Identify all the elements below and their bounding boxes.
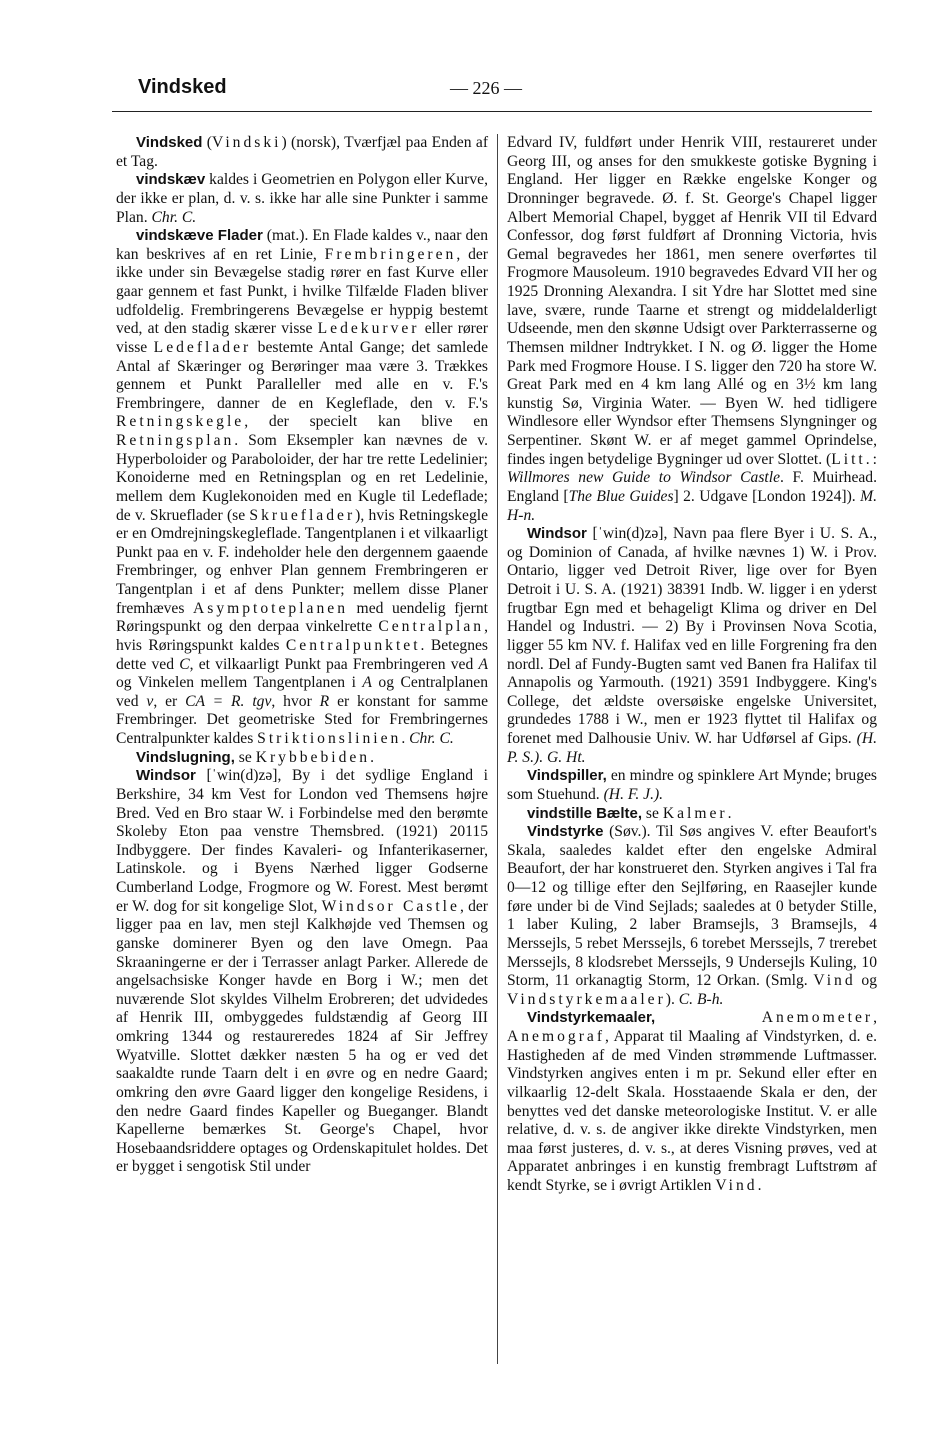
spaced-term: Anemograf xyxy=(507,1028,606,1045)
spaced-term: Vindstyrkemaaler xyxy=(507,990,666,1008)
entry-text: . xyxy=(727,804,732,822)
spaced-term: Ledekurver xyxy=(317,320,420,338)
entry-text: er konstant for samme Frembringer. Det geometriske Sted for Frembringernes Centralpunkter kaldes xyxy=(116,692,489,747)
entry-vindspiller xyxy=(507,767,877,804)
italic-term: C xyxy=(179,655,190,673)
entry-text: , et vilkaarligt Punkt paa Frembringeren ved xyxy=(189,655,479,673)
entry-text: eller rører visse xyxy=(116,320,488,356)
entry-vindskaeve-flader xyxy=(116,227,488,749)
headword: vindskæve Flader xyxy=(136,227,263,245)
spaced-term: Vindski xyxy=(212,134,282,151)
column-divider xyxy=(497,134,498,1364)
entry-text: ), hvis Retningskegle er en Omdrejningskegleflade. Tangentplanen i et vilkaarligt Punkt paa en v. F. indeholder hele den dergennem gaaende Frembringer, og enhver Plan gennem Frembringeren er Tangentplan i et af dens Punkter; mellem disse Planer fremhæves xyxy=(116,506,488,617)
entry-windsor-america xyxy=(507,525,877,767)
entry-text: (mat.). En Flade kaldes v., naar den kan beskrives af en ret Linie, xyxy=(116,227,488,263)
spaced-term: Krybbebiden xyxy=(255,748,371,766)
headword: Vindsked xyxy=(136,134,203,151)
entry-text: , xyxy=(873,1009,877,1027)
entry-text: , der ligger paa en lav, men stejl Kalkhøjde ved Themsen og ganske dominerer Byen og den lave Omegn. Paa Skraaningerne er der i Terrasser anlagt Parker. Allerede de angelsachsiske Konger havde en Borg i W.; men det nuværende Slot skyldes Vilhelm Erobreren; det udvidedes af Henrik III, ombyggedes fuldstændig af Georg III omkring 1344 og restaureredes 1824 af Sir Jeffrey Wyatville. Slottet dækker næsten 5 ha og er ved det saakaldte runde Taarn delt i en øvre og en nedre Gaard; omkring den øvre Gaard ligger den kongelige Residens, i den nedre Gaard findes Kapeller og Bueganger. Blandt Kapellerne bemærkes St. George's Chapel, hvor Hosebaandsriddere optages og Ordenskapitulet holdes. Det er bygget i sengotisk Stil under xyxy=(116,897,488,1176)
page-number: — 226 — xyxy=(450,78,522,98)
headword: Vindspiller, xyxy=(527,767,607,785)
headword: Vindstyrkemaaler, xyxy=(527,1009,656,1027)
entry-windsor-england xyxy=(116,767,488,1177)
spaced-term: Kalmer xyxy=(662,804,728,822)
spaced-term: Ledeflader xyxy=(153,338,252,356)
spaced-term: Centralplan xyxy=(378,618,485,636)
entry-text: . xyxy=(370,748,375,766)
entry-text: . xyxy=(401,730,410,747)
spaced-term: Anemometer xyxy=(761,1009,874,1027)
author-signature: (H. P. S.). G. Ht. xyxy=(507,730,877,766)
entry-text: kaldes i Geometrien en Polygon eller Kurve, der ikke er plan, d. v. s. ikke har alle sine Punkter i samme Plan. xyxy=(116,171,488,226)
spaced-term: Retningsplan xyxy=(116,432,235,449)
entry-vindstille-baelte xyxy=(507,805,877,824)
page-header xyxy=(138,76,866,110)
headword: vindstille Bælte, xyxy=(527,804,643,822)
entry-text: bestemte Antal Gange; det samlede Antal af Skæringer og Berøringer maa være 3. Trækkes gennem et Punkt Paralleller med alle en v. F.'s Frembringere, danner de en Kegleflade, den v. F.'s xyxy=(116,338,488,412)
header-rule xyxy=(112,111,872,112)
entry-text: ( xyxy=(202,134,213,151)
entry-vindskaev xyxy=(116,171,488,227)
entry-text: : xyxy=(872,450,877,468)
entry-text: og xyxy=(855,972,877,990)
entry-text: ). xyxy=(665,990,679,1008)
entry-text: se xyxy=(234,748,256,766)
entry-vindsked xyxy=(116,134,488,171)
headword: Windsor xyxy=(527,525,587,543)
spaced-term: Asymptoteplanen xyxy=(192,599,348,617)
spaced-term: Frembringeren xyxy=(324,245,457,263)
entry-text: se xyxy=(642,804,663,822)
entry-text: . Som Eksempler kan nævnes de v. Hyperboloider og Paraboloider, der har tre rette Ledelinier; Konoiderne med en Retningsplan og en ret Ledelinie, mellem dem Kuglekonoiden med en Kugle til Ledeflade; de v. Skrueflader (se xyxy=(116,432,488,524)
entry-text: , der specielt kan blive en xyxy=(244,413,488,431)
entry-windsor-continued xyxy=(507,134,877,525)
entry-text: ] 2. Udgave [London 1924]). xyxy=(673,487,861,505)
italic-title: Willmores new Guide to Windsor Castle xyxy=(507,469,780,487)
spaced-term: Litt. xyxy=(831,450,873,468)
left-column xyxy=(116,134,488,1177)
entry-vindslugning xyxy=(116,749,488,768)
entry-text: . xyxy=(757,1177,762,1194)
entry-text: , hvor xyxy=(271,692,320,710)
italic-term: v xyxy=(146,692,154,710)
spaced-term: Vind xyxy=(715,1177,758,1194)
headword: Windsor xyxy=(136,767,196,785)
entry-vindstyrkemaaler xyxy=(507,1009,877,1195)
headword: Vindstyrke xyxy=(527,823,604,841)
entry-text: . Betegnes dette ved xyxy=(116,636,488,673)
entry-text: en mindre og spinklere Art Mynde; bruges som Stuehund. xyxy=(507,767,877,803)
entry-text: Edvard IV, fuldført under Henrik VIII, restaureret under Georg III, og anses for den smukkeste gotiske Bygning i England. Her ligger en Række engelske Konger og Dronninger begravede. Ø. f. St. George's Chapel ligger Albert Memorial Chapel, bygget af Henrik VII til Edvard Confessor, dog først fuldført af Dronning Victoria, hvis Gemal begravedes her 1861, men senere overførtes til Frogmore Mausoleum. 1910 begravedes Edvard VII her og 1925 Dronning Alexandra. I sit Ydre har Slottet med sine lave, svære, runde Taarne et strengt og middelalderligt Udseende, men den skønne Udsigt over Parkterrasserne og Themsen mildner Indtrykket. I N. og Ø. ligger the Home Park med Frogmore House. I S. ligger den 720 ha store W. Great Park med en 4 km lang Allé og en 3½ km lang kunstig Sø, Virginia Water. — Byen W. hed tidligere Windlesore eller Wyndsor efter Themsens Slyngninger og Serpentiner. Skønt W. er af meget gammel Oprindelse, findes ingen betydelige Bygninger ud over Slottet. ( xyxy=(507,134,877,468)
spaced-term: Vind xyxy=(813,972,856,990)
italic-title: The Blue Guides xyxy=(568,487,674,505)
author-signature: (H. F. J.). xyxy=(603,785,664,803)
entry-text: . F. Muirhead. England [ xyxy=(507,469,877,505)
entry-text: og Centralplanen ved xyxy=(116,674,488,710)
headword: vindskæv xyxy=(136,171,206,189)
entry-text: [ˈwin(d)zə], Navn paa flere Byer i U. S. A., og Dominion of Canada, af hvilke nævnes 1) W. i Prov. Ontario, ligger ved Detroit River, lige over for Byen Detroit i U. S. A. (1921) 38391 Indb. W. ligger i en yderst frugtbar Egn med et behageligt Klima og driver en Del Handel og Industri. — 2) By i Provinsen Nova Scotia, ligger 55 km NV. f. Halifax ved en lille Forgrening fra den nordl. Del af Fundy-Bugten samt ved Banen fra Halifax til Annapolis og Yarmouth. (1921) 3591 Indbyggere. King's College, det ældste oversøiske engelske Universitet, grundedes 1788 i W., men er 1923 flyttet til Halifax og forenet med Dalhousie Univ. W. har Udførsel af Gips. xyxy=(507,525,877,747)
entry-text: (Søv.). Til Søs angives V. efter Beaufort's Skala, saaledes kaldet efter den engelske Admiral Beaufort, der har konstrueret den. Styrken angives i Tal fra 0—12 og tillige efter den Sejlføring, en Raasejler kunde føre under bi de Vind Sejlads; saaledes at 0 betyder Stille, 1 laber Kuling, 2 laber Bramsejls, 3 Bramsejls, 4 Merssejls, 5 rebet Merssejls, 6 torebet Merssejls, 7 trerebet Merssejls, 8 klodsrebet Merssejls, 9 Undersejls Kuling, 10 Storm, 11 orkanagtig Storm, 12 Orkan. (Smlg. xyxy=(507,823,877,990)
author-signature: Chr. C. xyxy=(409,730,454,747)
entry-text: ) (norsk), Tværfjæl paa Enden af et Tag. xyxy=(116,134,489,170)
entry-text: , hvis Røringspunkt kaldes xyxy=(116,618,488,654)
spaced-term: Retningskegle xyxy=(116,413,245,431)
italic-term: R xyxy=(319,692,330,710)
italic-term: A xyxy=(478,655,488,673)
spaced-term: Windsor Castle xyxy=(321,897,460,915)
author-signature: M. H-n. xyxy=(507,487,877,524)
entry-text: og Vinkelen mellem Tangentplanen i xyxy=(116,674,363,692)
spaced-term: Striktionslinien xyxy=(257,730,402,747)
italic-term: A xyxy=(362,674,372,692)
entry-text: [ˈwin(d)zə], By i det sydlige England i Berkshire, 34 km Vest for London ved Themsens højre Bred. Ved en Bro staar W. i Forbindelse med den berømte Skoleby Eton paa venstre Themsbred. (1921) 20115 Indbyggere. Der findes Kavaleri- og Infanterikaserner, Latinskole. og i Byens Nærhed ligger Godserne Cumberland Lodge, Frogmore og W. Forest. Mest berømt er W. dog for sit kongelige Slot, xyxy=(116,767,488,915)
running-head: Vindsked xyxy=(138,76,227,98)
headword: Vindslugning, xyxy=(136,748,235,766)
author-signature: Chr. C. xyxy=(151,208,197,226)
entry-text: med uendelig fjernt Røringspunkt og den derpaa vinkelrette xyxy=(116,599,488,636)
author-signature: C. B-h. xyxy=(678,990,724,1008)
spaced-term: Centralpunktet xyxy=(285,636,421,654)
entry-vindstyrke xyxy=(507,823,877,1009)
entry-text xyxy=(655,1009,762,1026)
formula: CA = R. tgv xyxy=(185,692,272,710)
spaced-term: Skrueflader xyxy=(249,506,356,524)
entry-text: , er xyxy=(153,692,186,710)
entry-text: , Apparat til Maaling af Vindstyrken, d. e. Hastigheden af de med Vinden strømmende Luftmasser. Vindstyrken angives enten i m pr. Sekund eller efter en vilkaarlig 12-delt Skala. Hosstaaende Skala er den, der benyttes ved det danske meteorologiske Institut. V. er alle relative, d. v. s. de angiver ikke direkte Vindstyrken, men maa først justeres, d. v. s., at deres Visning prøves, ved at Apparatet anbringes i en kunstig frembragt Luftstrøm af kendt Styrke, se i øvrigt Artiklen xyxy=(507,1028,877,1194)
right-column xyxy=(507,134,877,1196)
entry-text: , der ikke under sin Bevægelse stadig rører en fast Kurve eller gaar gennem et fast Punkt, i hvilke Tilfælde Fladen bliver udfoldelig. Frembringerens Bevægelse er hyppig bestemt ved, at den stadig skærer visse xyxy=(116,245,488,338)
